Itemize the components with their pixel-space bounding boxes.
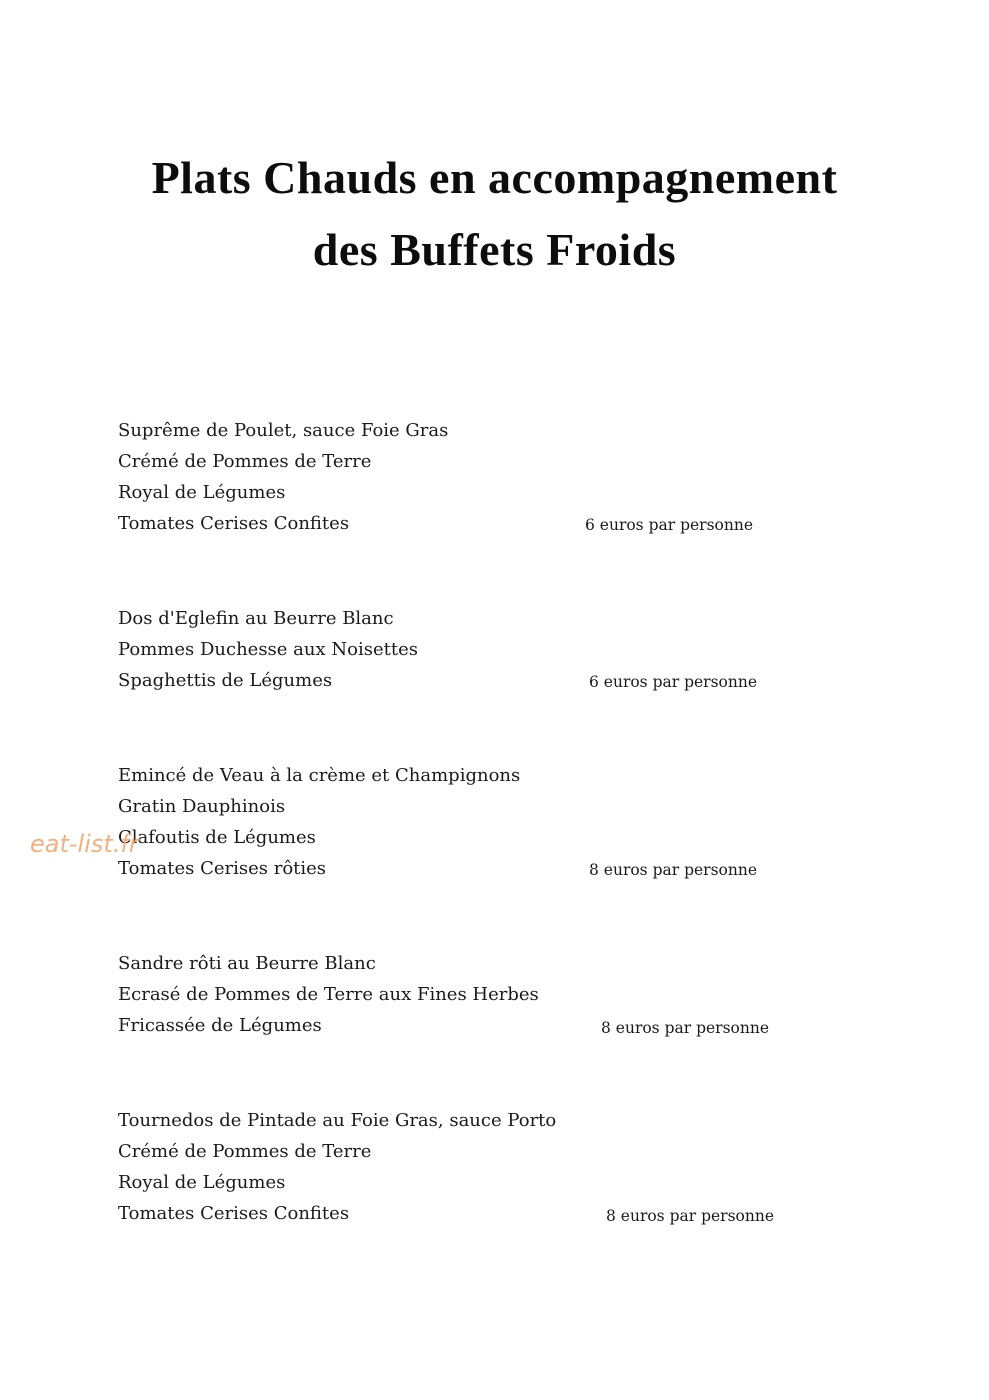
menu-section-3: [118, 760, 520, 884]
dish-item: Tomates Cerises rôties: [118, 858, 327, 879]
menu-section-5: [118, 1105, 556, 1229]
dish-item: Ecrasé de Pommes de Terre aux Fines Herbes: [118, 984, 539, 1005]
menu-price-4: 8 euros par personne: [601, 1019, 769, 1037]
dish-item: Suprême de Poulet, sauce Foie Gras: [118, 420, 449, 441]
dish-item: Royal de Légumes: [118, 482, 286, 503]
dish-item: Royal de Légumes: [118, 1172, 286, 1193]
dish-item: Crémé de Pommes de Terre: [118, 1141, 372, 1162]
dish-item: Emincé de Veau à la crème et Champignons: [118, 765, 521, 786]
menu-section-1: [118, 415, 448, 539]
dish-item: Crémé de Pommes de Terre: [118, 451, 372, 472]
menu-section-4: [118, 948, 539, 1041]
dish-item: Pommes Duchesse aux Noisettes: [118, 639, 418, 660]
menu-section-2: [118, 603, 418, 696]
menu-price-3: 8 euros par personne: [589, 861, 757, 879]
dish-item: Clafoutis de Légumes: [118, 827, 316, 848]
menu-title-line-2: des Buffets Froids: [312, 224, 677, 275]
menu-price-5: 8 euros par personne: [606, 1207, 774, 1225]
menu-price-2: 6 euros par personne: [589, 673, 757, 691]
menu-title-line-1: Plats Chauds en accompagnement: [151, 152, 838, 203]
menu-price-1: 6 euros par personne: [585, 516, 753, 534]
dish-item: Fricassée de Légumes: [118, 1015, 322, 1036]
dish-item: Gratin Dauphinois: [118, 796, 286, 817]
dish-item: Tomates Cerises Confites: [118, 513, 350, 534]
dish-item: Tournedos de Pintade au Foie Gras, sauce Porto: [118, 1110, 557, 1131]
dish-item: Tomates Cerises Confites: [118, 1203, 350, 1224]
dish-item: Spaghettis de Légumes: [118, 670, 333, 691]
watermark-text: eat-list.fr: [30, 830, 139, 858]
dish-item: Sandre rôti au Beurre Blanc: [118, 953, 376, 974]
dish-item: Dos d'Eglefin au Beurre Blanc: [118, 608, 394, 629]
